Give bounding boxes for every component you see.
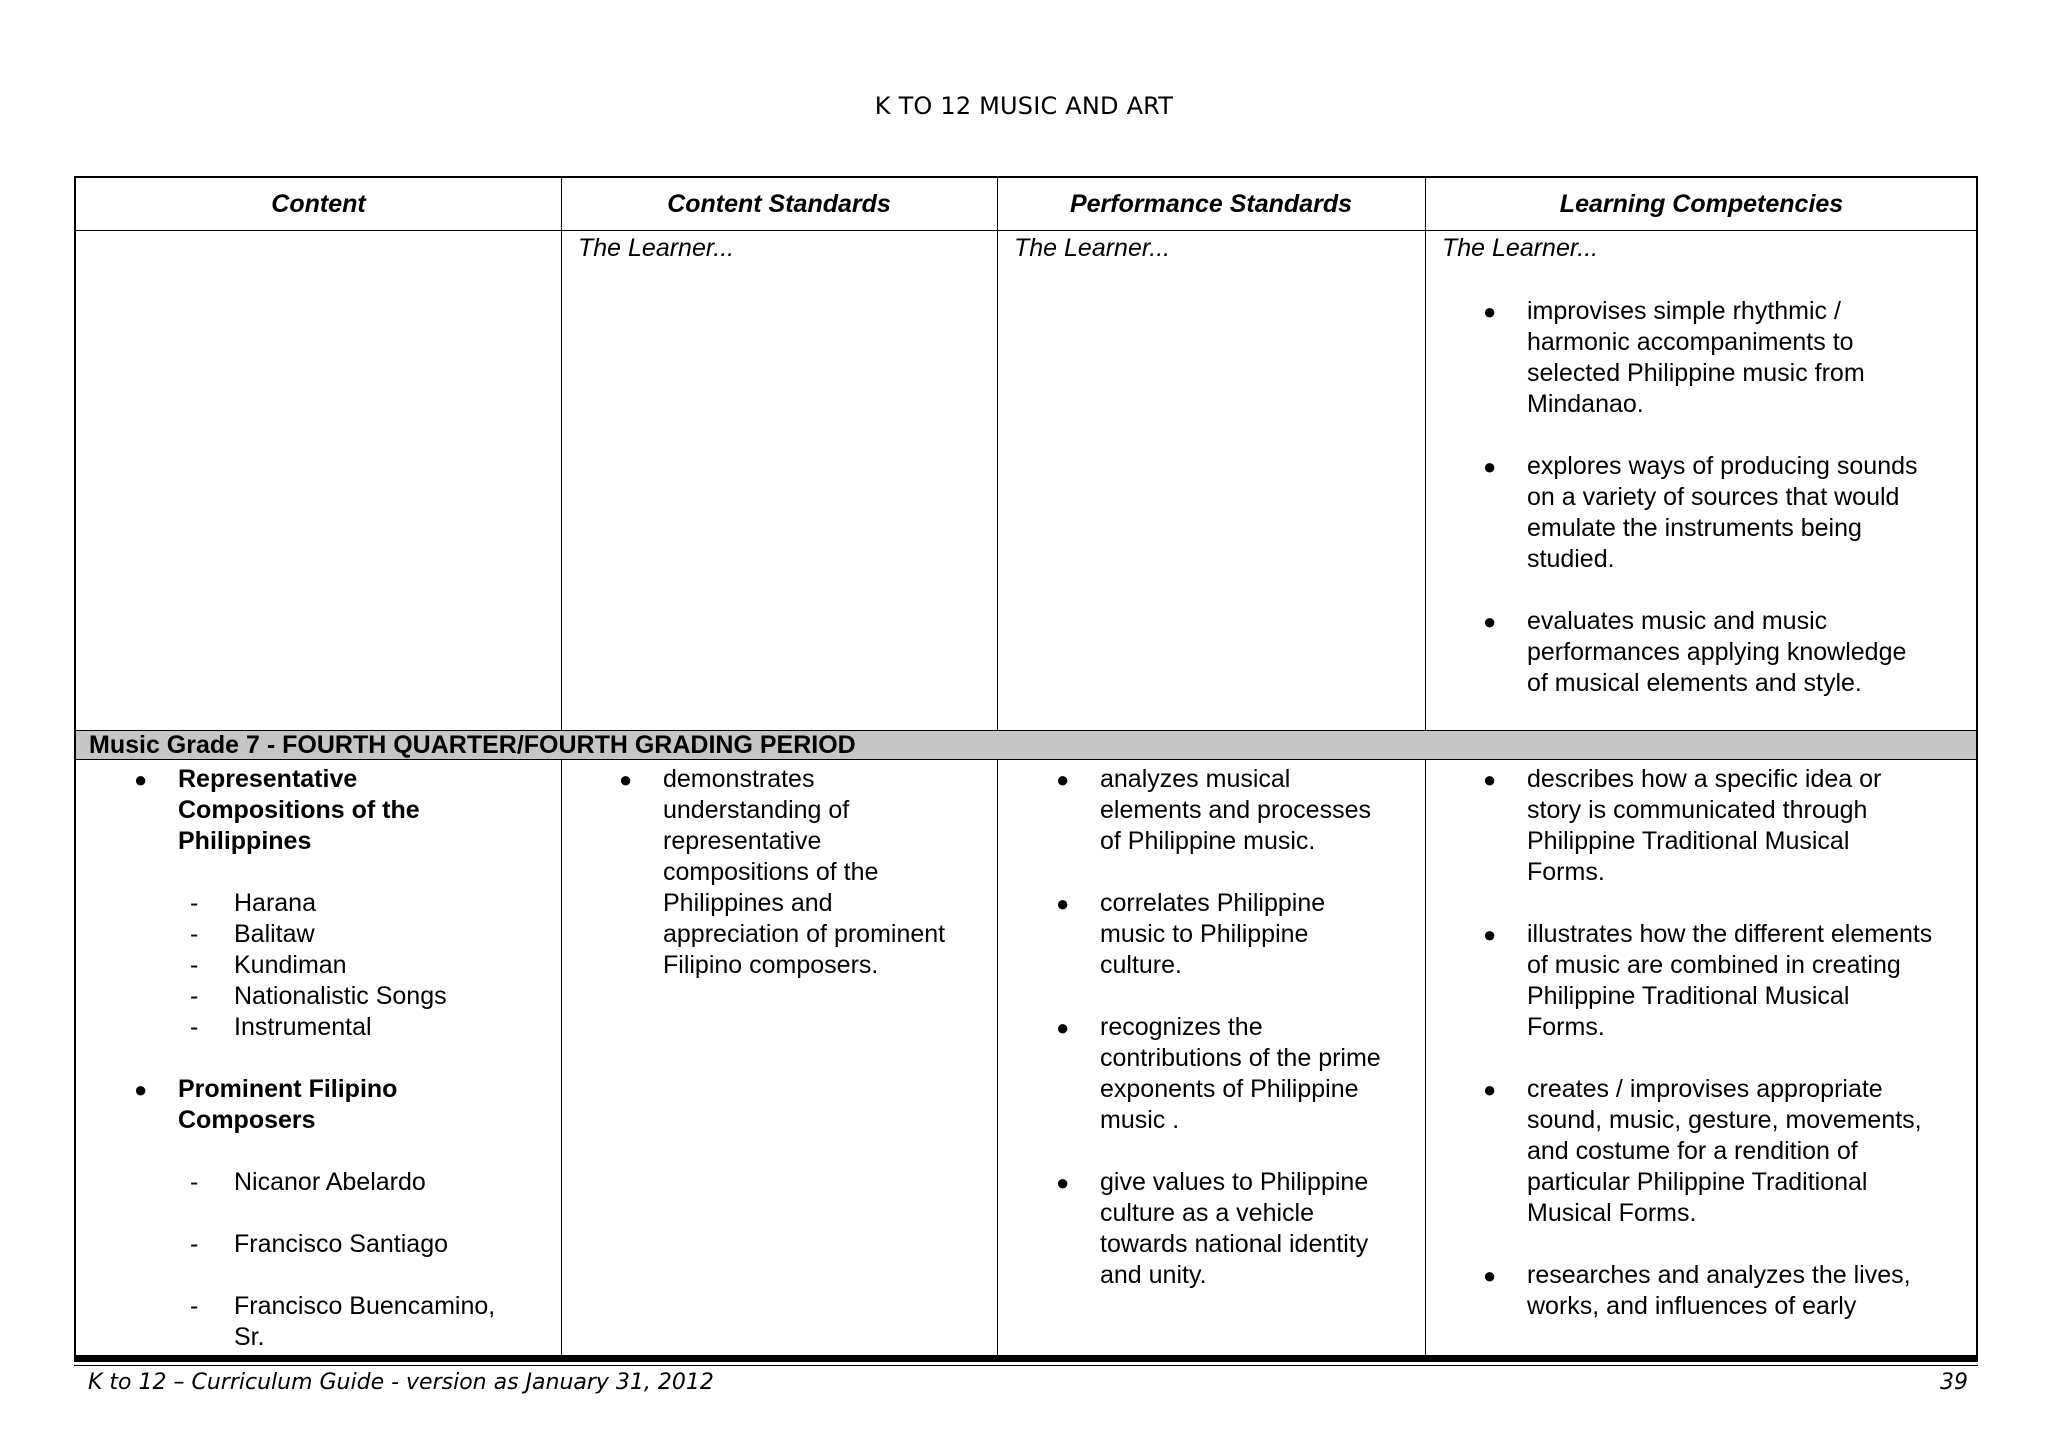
content-topic bbox=[134, 764, 548, 857]
list-item-line: understanding of bbox=[663, 796, 850, 824]
dash-icon: - bbox=[190, 1013, 199, 1041]
sub-item-label: Harana bbox=[234, 889, 316, 917]
sub-item bbox=[178, 888, 548, 919]
content-topic bbox=[134, 1074, 548, 1136]
bullet-icon: ● bbox=[1056, 891, 1070, 916]
list-item bbox=[1483, 451, 1967, 575]
column-divider bbox=[1425, 178, 1426, 1355]
list-item-line: sound, music, gesture, movements, bbox=[1527, 1106, 1922, 1134]
list-item-line: story is communicated through bbox=[1527, 796, 1868, 824]
content-list bbox=[134, 764, 548, 1353]
dash-icon: - bbox=[190, 920, 199, 948]
list-item-line: demonstrates bbox=[663, 765, 815, 793]
performance-standards-list bbox=[1056, 764, 1415, 1291]
dash-icon: - bbox=[190, 951, 199, 979]
list-item bbox=[1056, 764, 1415, 857]
list-item-line: of music are combined in creating bbox=[1527, 951, 1901, 979]
list-item-line: Philippine Traditional Musical bbox=[1527, 827, 1850, 855]
list-item-line: particular Philippine Traditional bbox=[1527, 1168, 1868, 1196]
topic-line: Representative bbox=[178, 765, 358, 793]
list-item-line: analyzes musical bbox=[1100, 765, 1291, 793]
column-divider bbox=[997, 178, 998, 1355]
top-competencies-list bbox=[1483, 296, 1967, 699]
dash-icon: - bbox=[190, 1292, 199, 1320]
list-item-line: exponents of Philippine bbox=[1100, 1075, 1359, 1103]
list-item-line: compositions of the bbox=[663, 858, 879, 886]
page-number: 39 bbox=[1940, 1370, 1968, 1395]
bullet-icon: ● bbox=[1483, 299, 1497, 324]
curriculum-table bbox=[74, 176, 1978, 1357]
sub-item-label: Instrumental bbox=[234, 1013, 372, 1041]
topic-line: Prominent Filipino bbox=[178, 1075, 398, 1103]
learner-label: The Learner... bbox=[1014, 234, 1171, 262]
list-item-line: and unity. bbox=[1100, 1261, 1207, 1289]
learner-label: The Learner... bbox=[578, 234, 735, 262]
column-header-learning-competencies: Learning Competencies bbox=[1559, 190, 1844, 218]
learner-label: The Learner... bbox=[1442, 234, 1599, 262]
sub-item-label: Sr. bbox=[234, 1323, 265, 1351]
footer-divider bbox=[74, 1357, 1978, 1362]
sub-item-label: Balitaw bbox=[234, 920, 315, 948]
list-item-line: Mindanao. bbox=[1527, 390, 1644, 418]
sub-item-label: Francisco Santiago bbox=[234, 1230, 449, 1258]
list-item bbox=[619, 764, 983, 981]
list-item-line: Forms. bbox=[1527, 858, 1605, 886]
list-item-line: Philippine Traditional Musical bbox=[1527, 982, 1850, 1010]
list-item bbox=[1483, 1260, 1972, 1322]
list-item bbox=[1056, 888, 1415, 981]
list-item bbox=[1483, 296, 1967, 420]
list-item-line: appreciation of prominent bbox=[663, 920, 946, 948]
list-item-line: music to Philippine bbox=[1100, 920, 1309, 948]
section-band bbox=[76, 730, 1976, 760]
list-item bbox=[1056, 1012, 1415, 1136]
list-item-line: emulate the instruments being bbox=[1527, 514, 1862, 542]
sub-item-label: Nicanor Abelardo bbox=[234, 1168, 426, 1196]
list-item-line: selected Philippine music from bbox=[1527, 359, 1865, 387]
list-item-line: of musical elements and style. bbox=[1527, 669, 1862, 697]
sub-item-label: Francisco Buencamino, bbox=[234, 1292, 496, 1320]
list-item bbox=[1056, 1167, 1415, 1291]
list-item-line: elements and processes bbox=[1100, 796, 1371, 824]
footer-divider bbox=[74, 1365, 1978, 1366]
topic-line: Composers bbox=[178, 1106, 316, 1134]
dash-icon: - bbox=[190, 982, 199, 1010]
sub-item bbox=[178, 919, 548, 950]
list-item-line: Forms. bbox=[1527, 1013, 1605, 1041]
list-item-line: Philippines and bbox=[663, 889, 833, 917]
dash-icon: - bbox=[190, 889, 199, 917]
bullet-icon: ● bbox=[1483, 922, 1497, 947]
list-item-line: give values to Philippine bbox=[1100, 1168, 1369, 1196]
bullet-icon: ● bbox=[1483, 454, 1497, 479]
column-header-performance-standards: Performance Standards bbox=[1069, 190, 1353, 218]
section-title: Music Grade 7 - FOURTH QUARTER/FOURTH GRADING PERIOD bbox=[89, 731, 856, 759]
bullet-icon: ● bbox=[1056, 767, 1070, 792]
list-item-line: performances applying knowledge bbox=[1527, 638, 1907, 666]
list-item-line: on a variety of sources that would bbox=[1527, 483, 1900, 511]
content-standards-list bbox=[619, 764, 983, 981]
sub-item bbox=[178, 1229, 548, 1260]
footer-version: K to 12 – Curriculum Guide - version as January 31, 2012 bbox=[88, 1370, 714, 1395]
list-item-line: recognizes the bbox=[1100, 1013, 1263, 1041]
header-row-divider bbox=[76, 230, 1976, 231]
list-item-line: music . bbox=[1100, 1106, 1180, 1134]
learning-competencies-list bbox=[1483, 764, 1972, 1322]
sub-item-label: Kundiman bbox=[234, 951, 347, 979]
list-item-line: of Philippine music. bbox=[1100, 827, 1316, 855]
list-item-line: researches and analyzes the lives, bbox=[1527, 1261, 1911, 1289]
sub-item bbox=[178, 981, 548, 1012]
list-item-line: and costume for a rendition of bbox=[1527, 1137, 1858, 1165]
list-item-line: improvises simple rhythmic / bbox=[1527, 297, 1841, 325]
list-item-line: illustrates how the different elements bbox=[1527, 920, 1933, 948]
page-header: K TO 12 MUSIC AND ART bbox=[874, 92, 1174, 120]
bullet-icon: ● bbox=[134, 767, 148, 792]
list-item-line: Filipino composers. bbox=[663, 951, 879, 979]
bullet-icon: ● bbox=[1483, 1077, 1497, 1102]
dash-icon: - bbox=[190, 1168, 199, 1196]
list-item-line: explores ways of producing sounds bbox=[1527, 452, 1918, 480]
bullet-icon: ● bbox=[134, 1077, 148, 1102]
list-item bbox=[1483, 1074, 1972, 1229]
dash-icon: - bbox=[190, 1230, 199, 1258]
column-header-content: Content bbox=[271, 190, 366, 218]
list-item-line: towards national identity bbox=[1100, 1230, 1369, 1258]
sub-item bbox=[178, 1012, 548, 1043]
list-item-line: representative bbox=[663, 827, 822, 855]
list-item-line: contributions of the prime bbox=[1100, 1044, 1381, 1072]
list-item-line: creates / improvises appropriate bbox=[1527, 1075, 1883, 1103]
sub-item bbox=[178, 950, 548, 981]
list-item-line: works, and influences of early bbox=[1527, 1292, 1857, 1320]
bullet-icon: ● bbox=[1483, 1263, 1497, 1288]
bullet-icon: ● bbox=[1483, 767, 1497, 792]
column-header-content-standards: Content Standards bbox=[667, 190, 891, 218]
list-item-line: culture as a vehicle bbox=[1100, 1199, 1315, 1227]
sub-item bbox=[178, 1167, 548, 1198]
list-item bbox=[1483, 606, 1967, 699]
list-item-line: evaluates music and music bbox=[1527, 607, 1828, 635]
list-item-line: Musical Forms. bbox=[1527, 1199, 1697, 1227]
bullet-icon: ● bbox=[1483, 609, 1497, 634]
bullet-icon: ● bbox=[619, 767, 633, 792]
list-item-line: harmonic accompaniments to bbox=[1527, 328, 1854, 356]
list-item-line: describes how a specific idea or bbox=[1527, 765, 1882, 793]
topic-line: Philippines bbox=[178, 827, 312, 855]
list-item bbox=[1483, 764, 1972, 888]
list-item bbox=[1483, 919, 1972, 1043]
sub-item-label: Nationalistic Songs bbox=[234, 982, 447, 1010]
sub-item bbox=[178, 1291, 548, 1353]
topic-line: Compositions of the bbox=[178, 796, 420, 824]
list-item-line: studied. bbox=[1527, 545, 1615, 573]
bullet-icon: ● bbox=[1056, 1170, 1070, 1195]
list-item-line: correlates Philippine bbox=[1100, 889, 1326, 917]
bullet-icon: ● bbox=[1056, 1015, 1070, 1040]
list-item-line: culture. bbox=[1100, 951, 1182, 979]
column-divider bbox=[561, 178, 562, 1355]
